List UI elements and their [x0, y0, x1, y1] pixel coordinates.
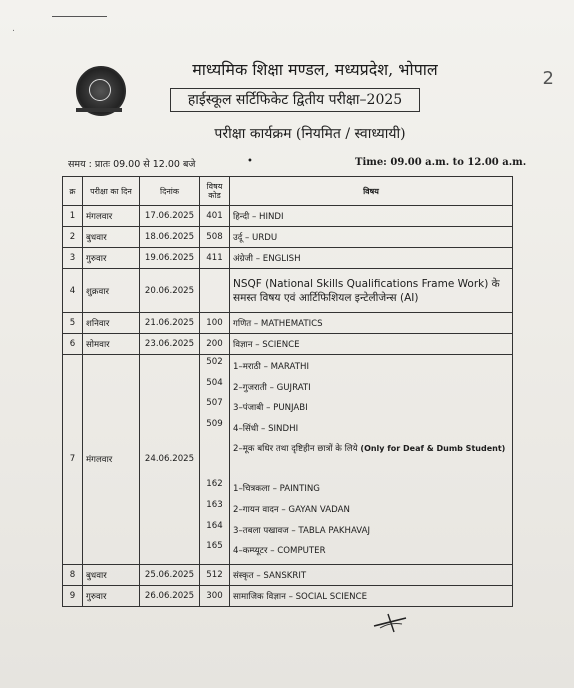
code-item: 164: [206, 520, 223, 531]
code-item: 165: [206, 541, 223, 552]
cell-code: 401: [200, 206, 230, 227]
cell-subject: हिन्दी – HINDI: [230, 206, 513, 227]
subject-item: 4–सिंधी – SINDHI: [233, 423, 299, 434]
code-item: [203, 439, 226, 479]
cell-code: 508: [200, 227, 230, 248]
corner-dash: [52, 16, 107, 17]
cell-date: 17.06.2025: [140, 206, 200, 227]
cell-code: 100: [200, 313, 230, 334]
cell-subject: [230, 269, 513, 313]
signature-mark-icon: [372, 612, 410, 634]
cell-subject: उर्दू – URDU: [230, 227, 513, 248]
cell-code: 512: [200, 564, 230, 585]
cell-date: 25.06.2025: [140, 564, 200, 585]
subject-item: 2–गुजराती – GUJRATI: [233, 382, 311, 393]
cell-sno: 6: [63, 334, 83, 355]
table-header-row: [63, 177, 513, 206]
table-row: [63, 564, 513, 585]
cell-code: [200, 269, 230, 313]
cell-sno: 1: [63, 206, 83, 227]
table-row: [63, 248, 513, 269]
cell-code: 411: [200, 248, 230, 269]
cell-date: 23.06.2025: [140, 334, 200, 355]
table-row: [63, 227, 513, 248]
table-row: [63, 334, 513, 355]
cell-date: 19.06.2025: [140, 248, 200, 269]
time-english: Time: 09.00 a.m. to 12.00 a.m.: [355, 157, 527, 168]
cell-date: 18.06.2025: [140, 227, 200, 248]
cell-subject: अंग्रेजी – ENGLISH: [230, 248, 513, 269]
subject-item: 3–पंजाबी – PUNJABI: [233, 403, 308, 414]
table-row: [63, 585, 513, 606]
special-note: (Only for Deaf & Dumb Student): [360, 444, 506, 454]
header-subject: विषय: [230, 177, 513, 206]
cell-subject: सामाजिक विज्ञान – SOCIAL SCIENCE: [230, 585, 513, 606]
cell-day: मंगलवार: [83, 206, 140, 227]
board-name: माध्यमिक शिक्षा मण्डल, मध्यप्रदेश, भोपाल: [192, 60, 438, 79]
table-row: [63, 269, 513, 313]
code-item: 509: [206, 418, 223, 429]
cell-code: 200: [200, 334, 230, 355]
cell-date: 21.06.2025: [140, 313, 200, 334]
cell-sno: 7: [63, 355, 83, 565]
header-day: परीक्षा का दिन: [83, 177, 140, 206]
cell-day: मंगलवार: [83, 355, 140, 565]
cell-day: बुधवार: [83, 227, 140, 248]
code-item: 502: [206, 357, 223, 367]
seal-ring-icon: [89, 79, 111, 101]
table-row: [63, 313, 513, 334]
page-number: 2: [542, 68, 554, 89]
cell-subject: संस्कृत – SANSKRIT: [230, 564, 513, 585]
code-item: 507: [206, 398, 223, 409]
separator-dot: •: [247, 156, 253, 167]
cell-subject: विज्ञान – SCIENCE: [230, 334, 513, 355]
cell-subject: गणित – MATHEMATICS: [230, 313, 513, 334]
subject-item-special: [233, 439, 509, 479]
cell-day: शुक्रवार: [83, 269, 140, 313]
cell-date: 26.06.2025: [140, 585, 200, 606]
code-item: 504: [206, 377, 223, 388]
schedule-title: परीक्षा कार्यक्रम (नियमित / स्वाध्यायी): [214, 126, 406, 142]
cell-sno: 8: [63, 564, 83, 585]
cell-sno: 9: [63, 585, 83, 606]
time-hindi: समय : प्रातः 09.00 से 12.00 बजे: [68, 159, 196, 170]
subject-item: 3–तबला पखावज – TABLA PAKHAVAJ: [233, 525, 371, 536]
cell-day: सोमवार: [83, 334, 140, 355]
exam-schedule-table: [62, 176, 513, 607]
cell-day: शनिवार: [83, 313, 140, 334]
cell-sno: 3: [63, 248, 83, 269]
cell-codes: [200, 355, 230, 565]
subject-special-text: 2–मूक बधिर तथा दृष्टिहीन छात्रों के लिये: [233, 444, 358, 455]
cell-day: गुरुवार: [83, 248, 140, 269]
cell-sno: 2: [63, 227, 83, 248]
subject-item: 1–मराठी – MARATHI: [233, 362, 309, 372]
exam-title: हाईस्कूल सर्टिफिकेट द्वितीय परीक्षा–2025: [170, 88, 420, 112]
table-row: [63, 206, 513, 227]
subject-text: NSQF (National Skills Qualifications Frame Work) के समस्त विषय एवं आर्टिफिशियल इन्टेलीजेन्स (AI): [233, 277, 500, 304]
subject-item: 4–कम्प्यूटर – COMPUTER: [233, 546, 326, 557]
cell-sno: 4: [63, 269, 83, 313]
cell-sno: 5: [63, 313, 83, 334]
corner-mark: ᐧ: [12, 26, 15, 37]
header-sno: क्र: [63, 177, 83, 206]
cell-date: 20.06.2025: [140, 269, 200, 313]
cell-day: गुरुवार: [83, 585, 140, 606]
cell-subjects: [230, 355, 513, 565]
cell-code: 300: [200, 585, 230, 606]
code-item: 162: [206, 479, 223, 490]
subject-item: 2–गायन वादन – GAYAN VADAN: [233, 504, 350, 515]
seal-base: [76, 108, 122, 112]
header-date: दिनांक: [140, 177, 200, 206]
cell-date: 24.06.2025: [140, 355, 200, 565]
header-code: विषय कोड: [200, 177, 230, 206]
code-item: 163: [206, 499, 223, 510]
table-row: [63, 355, 513, 565]
subject-item: 1–चित्रकला – PAINTING: [233, 484, 320, 495]
cell-day: बुधवार: [83, 564, 140, 585]
